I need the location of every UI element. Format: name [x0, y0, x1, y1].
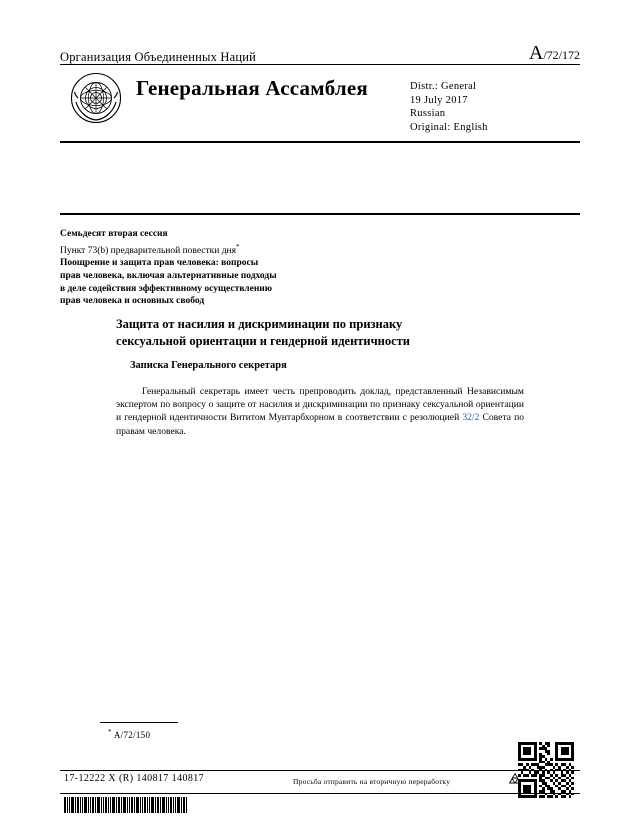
footnote: [108, 728, 150, 740]
agenda-item-line: [60, 241, 490, 258]
topic-line-1: Поощрение и защита прав человека: вопросы: [60, 258, 259, 269]
language-line: Russian: [410, 108, 446, 119]
header-top-line: [60, 42, 580, 65]
session-block: [60, 228, 490, 308]
original-language-line: Original: English: [410, 121, 488, 133]
body-paragraph: [116, 385, 524, 438]
topic-line-4: прав человека и основных свобод: [60, 296, 205, 307]
distribution-block: [410, 80, 488, 134]
paragraph-text-part-2: Совета по правам человека.: [116, 412, 525, 437]
masthead-rule-lower: [60, 141, 580, 143]
footer-rule-bottom: [60, 793, 580, 794]
un-emblem-icon: [70, 72, 122, 124]
footnote-text: A/72/150: [113, 730, 151, 740]
barcode-icon: [64, 797, 188, 813]
masthead: [60, 64, 580, 142]
document-header: [60, 42, 580, 65]
page-subtitle: Записка Генерального секретаря: [130, 360, 287, 371]
organization-name: Организация Объединенных Наций: [60, 50, 257, 64]
footnote-marker: *: [108, 728, 112, 736]
distribution-line: Distr.: General: [410, 81, 477, 92]
topic-line-3: в деле содействия эффективному осуществлению: [60, 283, 273, 294]
footnote-separator: [100, 722, 178, 723]
agenda-item-footnote-marker: *: [236, 242, 240, 251]
job-number: 17-12222 X (R) 140817 140817: [64, 773, 205, 784]
page-title-line-2: сексуальной ориентации и гендерной идентичности: [116, 333, 411, 348]
recycle-note: Просьба отправить на вторичную переработку: [293, 777, 451, 786]
session-line: Семьдесят вторая сессия: [60, 229, 168, 239]
paragraph-text-part-1: Генеральный секретарь имеет честь препроводить доклад, представленный Независимым экспертом по вопросу о защите от насилия и дискриминации по признаку сексуальной ориентации и гендерной идентичности Вититом Мунтарбхорном в соответствии с резолюцией: [116, 386, 524, 424]
session-rule: [60, 213, 580, 215]
agenda-item-text: Пункт 73(b) предварительной повестки дня: [60, 245, 237, 256]
resolution-link[interactable]: 32/2: [462, 412, 480, 424]
page-title-line-1: Защита от насилия и дискриминации по признаку: [116, 317, 403, 331]
document-symbol-number: /72/172: [543, 48, 580, 62]
qr-code-icon: [518, 742, 574, 798]
date-line: 19 July 2017: [410, 94, 468, 106]
footer-rule-top: [60, 770, 580, 771]
document-symbol: [529, 42, 580, 65]
document-symbol-letter: A: [528, 42, 544, 64]
page-title: [116, 316, 536, 349]
body-name: Генеральная Ассамблея: [136, 76, 368, 100]
topic-line-2: прав человека, включая альтернативные подходы: [60, 270, 277, 281]
